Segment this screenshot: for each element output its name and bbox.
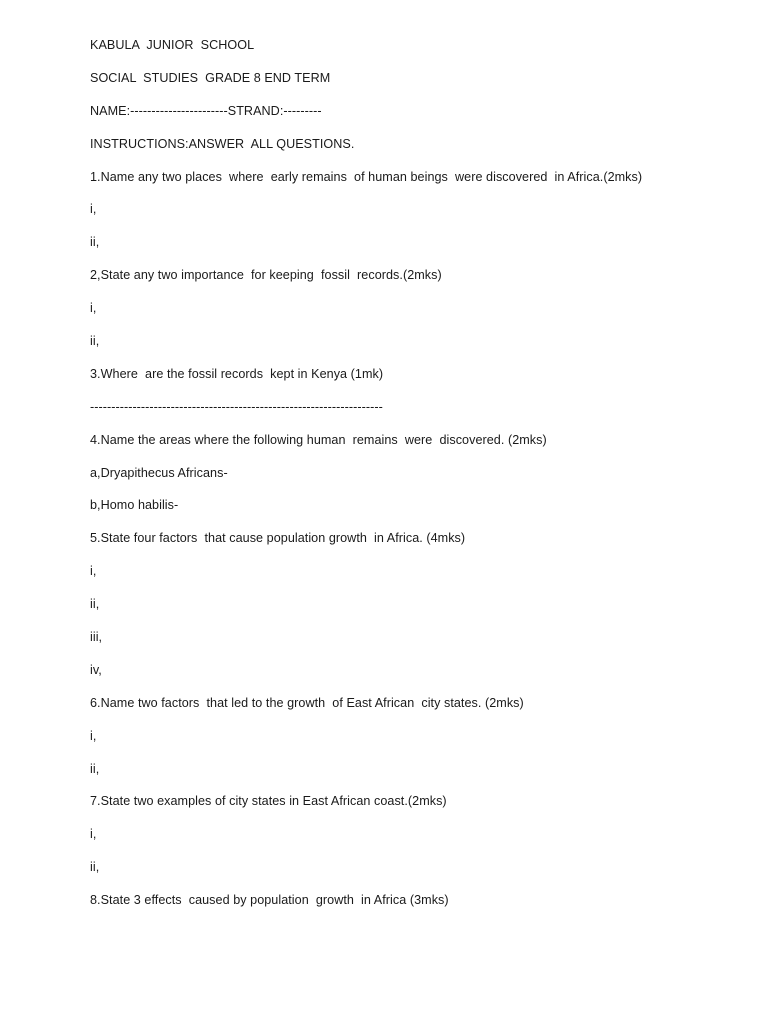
question-2: 2,State any two importance for keeping fossil records.(2mks) <box>90 268 442 283</box>
answer-line: i, <box>90 301 97 316</box>
answer-dash-line: --------------------------------------------------------------------- <box>90 399 383 414</box>
question-6: 6.Name two factors that led to the growth of East African city states. (2mks) <box>90 695 524 710</box>
exam-paper <box>90 36 730 924</box>
instructions: INSTRUCTIONS:ANSWER ALL QUESTIONS. <box>90 136 355 151</box>
question-7: 7.State two examples of city states in East African coast.(2mks) <box>90 794 447 809</box>
answer-line: i, <box>90 827 97 842</box>
answer-line: iii, <box>90 630 103 645</box>
school-name: KABULA JUNIOR SCHOOL <box>90 38 255 52</box>
question-5: 5.State four factors that cause population growth in Africa. (4mks) <box>90 531 466 546</box>
answer-line: i, <box>90 728 97 743</box>
answer-line: ii, <box>90 235 100 250</box>
answer-line: b,Homo habilis- <box>90 498 179 513</box>
question-3: 3.Where are the fossil records kept in Kenya (1mk) <box>90 366 384 381</box>
answer-line: i, <box>90 564 97 579</box>
exam-title: SOCIAL STUDIES GRADE 8 END TERM <box>90 70 331 85</box>
question-4: 4.Name the areas where the following human remains were discovered. (2mks) <box>90 432 547 447</box>
answer-line: i, <box>90 202 97 217</box>
question-1: 1.Name any two places where early remains of human beings were discovered in Africa.(2mks) <box>90 169 643 184</box>
answer-line: a,Dryapithecus Africans- <box>90 465 228 480</box>
answer-line: iv, <box>90 662 102 677</box>
answer-line: ii, <box>90 860 100 875</box>
answer-line: ii, <box>90 761 100 776</box>
name-strand-line: NAME:-----------------------STRAND:--------- <box>90 103 322 118</box>
answer-line: ii, <box>90 597 100 612</box>
question-8: 8.State 3 effects caused by population growth in Africa (3mks) <box>90 893 449 908</box>
answer-line: ii, <box>90 334 100 349</box>
